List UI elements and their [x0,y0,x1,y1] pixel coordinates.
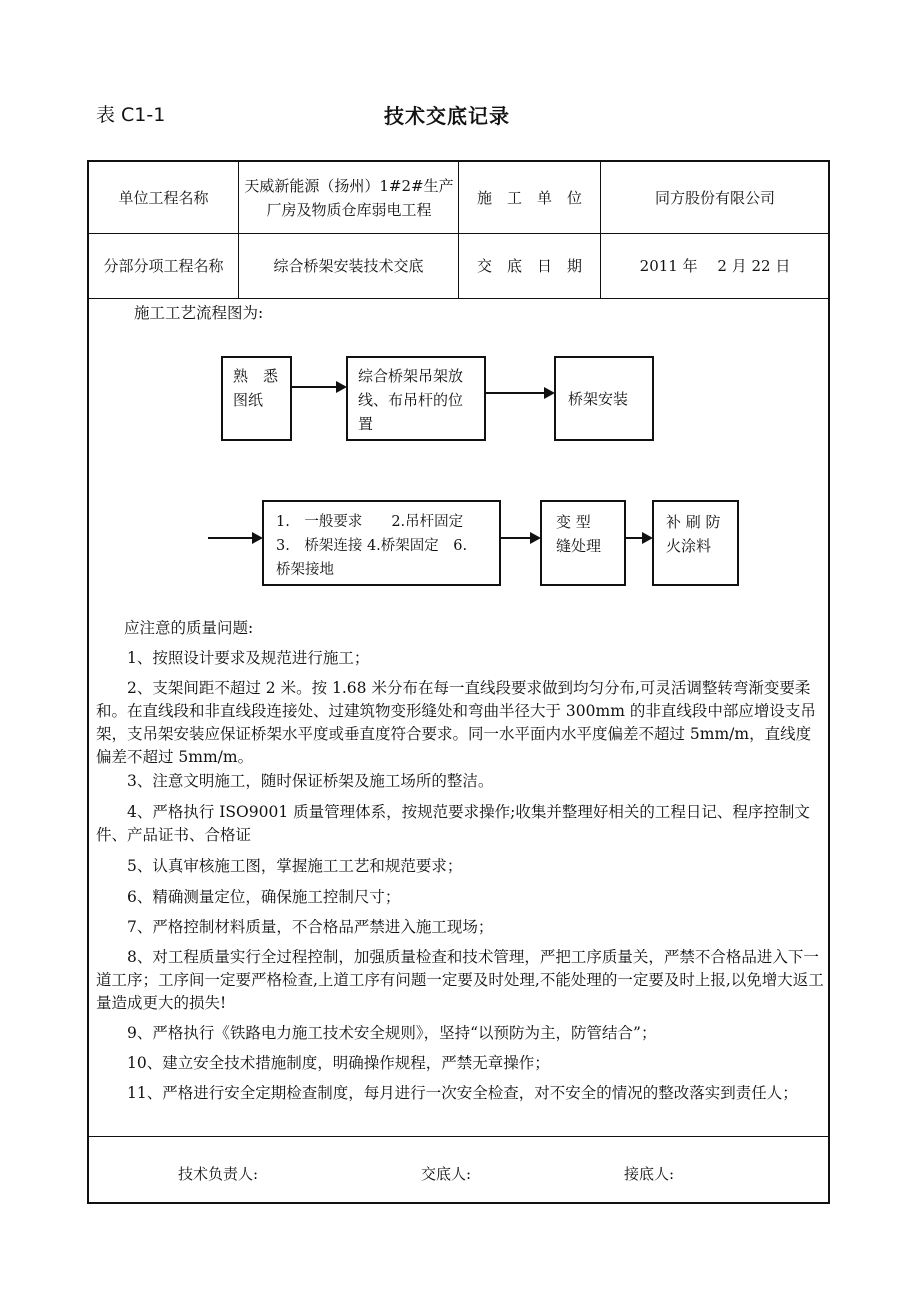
flow-heading: 施工工艺流程图为: [134,304,264,322]
quality-item-6: 6、精确测量定位，确保施工控制尺寸； [127,888,401,906]
flow-step-expansion-joint: 变 型 缝处理 [540,500,626,586]
quality-item-8: 8、对工程质量实行全过程控制，加强质量检查和技术管理，严把工序质量关，严禁不合格品进入下一道工序；工序间一定要严格检查,上道工序有问题一定要及时处理,不能处理的一定要及时上报,以免增大返工量造成更大的损失! [96,948,824,1012]
flow-step-tray-install: 桥架安装 [554,356,654,441]
sub-project-label: 分部分项工程名称 [103,257,224,275]
flow-arrow-5 [626,537,643,539]
quality-item-1: 1、按照设计要求及规范进行施工； [127,649,370,667]
quality-item-11: 11、严格进行安全定期检查制度，每月进行一次安全检查，对不安全的情况的整改落实到责任人； [127,1084,798,1102]
quality-item-5: 5、认真审核施工图，掌握施工工艺和规范要求； [127,857,463,875]
construction-unit-value: 同方股份有限公司 [654,188,775,207]
quality-item-3: 3、注意文明施工，随时保证桥架及施工场所的整洁。 [127,772,494,790]
date-label: 交 底 日 期 [476,257,582,275]
quality-item-7: 7、严格控制材料质量，不合格品严禁进入施工现场； [127,918,494,936]
flow-arrow-2 [486,392,544,394]
quality-item-10: 10、建立安全技术措施制度，明确操作规程，严禁无章操作； [127,1054,550,1072]
row-divider-2 [88,298,830,299]
construction-unit-label: 施 工 单 位 [476,188,582,207]
quality-item-2: 2、支架间距不超过 2 米。按 1.68 米分布在每一直线段要求做到均匀分布,可灵活调整转弯渐变要柔和。在直线段和非直线段连接处、过建筑物变形缝处和弯曲半径大于 300mm 的非直线段中部应增设支吊架，支吊架安装应保证桥架水平度或垂直度符合要求。同一水平面内水平度偏差不超过 5mm/m，直线度偏差不超过 5mm/m。 [96,679,816,766]
unit-project-label: 单位工程名称 [118,188,209,207]
date-value: 2011 年 2 月 22 日 [639,257,791,275]
signature-divider [88,1136,830,1137]
receiver-signature: 接底人: [624,1165,675,1183]
flow-step-familiarize-drawings: 熟 悉 图纸 [221,356,292,441]
document-title: 技术交底记录 [384,104,510,128]
flow-step-requirements: 1. 一般要求 2.吊杆固定 3. 桥架连接 4.桥架固定 6. 桥架接地 [262,500,501,586]
quality-item-4: 4、严格执行 ISO9001 质量管理体系，按规范要求操作;收集并整理好相关的工程日记、程序控制文件、产品证书、合格证 [96,803,810,844]
quality-item-9: 9、严格执行《铁路电力施工技术安全规则》，坚持“以预防为主，防管结合”； [127,1024,657,1042]
tech-lead-signature: 技术负责人: [178,1165,259,1183]
flow-step-layout-hangers: 综合桥架吊架放线、布吊杆的位置 [346,356,486,441]
quality-heading: 应注意的质量问题: [124,619,254,637]
form-code: 表 C1-1 [96,104,166,126]
flow-arrow-3 [208,537,253,539]
flow-step-fireproof-coating: 补 刷 防火涂料 [652,500,739,586]
flow-arrow-1 [292,386,336,388]
unit-project-value: 天威新能源（扬州）1#2#生产厂房及物质仓库弱电工程 [244,176,454,219]
flow-arrow-4 [501,537,531,539]
sub-project-value: 综合桥架安装技术交底 [273,257,424,275]
discloser-signature: 交底人: [421,1165,472,1183]
